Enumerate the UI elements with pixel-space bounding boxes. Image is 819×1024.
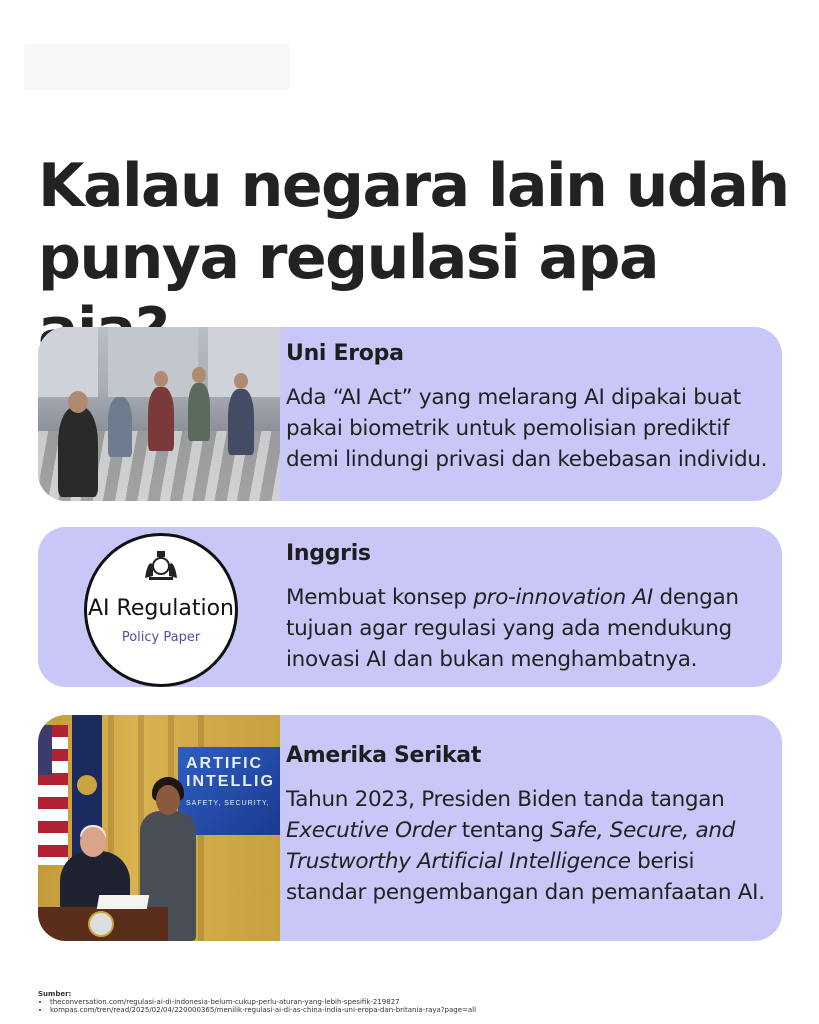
screen-line-2: INTELLIG <box>186 773 275 790</box>
source-link[interactable]: • theconversation.com/regulasi-ai-di-indonesia-belum-cukup-perlu-aturan-yang-lebih-spesifik-219827 <box>50 998 798 1006</box>
signing-ceremony-photo <box>38 715 280 941</box>
royal-coat-of-arms-icon <box>141 548 181 582</box>
body-text: Tahun 2023, Presiden Biden tanda tangan <box>286 787 725 812</box>
logo-subtitle: Policy Paper <box>121 630 201 645</box>
sources-label: Sumber: <box>38 990 72 998</box>
sources-list <box>38 998 798 1014</box>
us-flag-icon <box>38 725 68 865</box>
logo-title: AI Regulation <box>87 596 234 621</box>
body-text: Membuat konsep <box>286 585 474 610</box>
card-title: Inggris <box>286 541 371 566</box>
card-uni-eropa <box>38 327 782 501</box>
card-body <box>286 784 768 908</box>
presidential-seal-icon <box>88 911 114 937</box>
crowd-photo <box>38 327 280 501</box>
card-text <box>286 341 768 475</box>
body-italic: Executive Order <box>286 818 456 843</box>
card-inggris <box>38 527 782 687</box>
blurred-header-placeholder <box>24 44 290 90</box>
body-italic: pro-innovation AI <box>473 585 653 610</box>
card-amerika-serikat <box>38 715 782 941</box>
ai-regulation-logo <box>84 533 238 687</box>
source-link[interactable]: • kompas.com/tren/read/2025/02/04/220000365/menilik-regulasi-ai-di-as-china-india-uni-eropa-dan-britania-raya?page=all <box>50 1006 798 1014</box>
card-title: Amerika Serikat <box>286 743 482 768</box>
body-text: tentang <box>455 818 551 843</box>
headline-line-2: punya regulasi apa <box>38 223 658 293</box>
body-text: dengan tujuan agar regulasi yang ada mendukung inovasi AI dan bukan menghambatnya. <box>286 585 739 672</box>
card-body <box>286 582 768 675</box>
card-text <box>286 743 768 908</box>
card-text <box>286 541 768 675</box>
body-text: berisi standar pengembangan dan pemanfaatan AI. <box>286 849 765 905</box>
sources <box>38 990 798 1014</box>
screen-line-1: ARTIFIC <box>186 755 264 772</box>
screen-line-3: SAFETY, SECURITY, <box>186 800 270 807</box>
ai-regulation-logo-area <box>38 527 280 687</box>
body-italic: Safe, Secure, and Trustworthy Artificial Intelligence <box>286 818 735 874</box>
card-body: Ada “AI Act” yang melarang AI dipakai buat pakai biometrik untuk pemolisian prediktif demi lindungi privasi dan kebebasan individu. <box>286 385 768 472</box>
card-title: Uni Eropa <box>286 341 404 366</box>
headline-line-1: Kalau negara lain udah <box>38 151 789 221</box>
